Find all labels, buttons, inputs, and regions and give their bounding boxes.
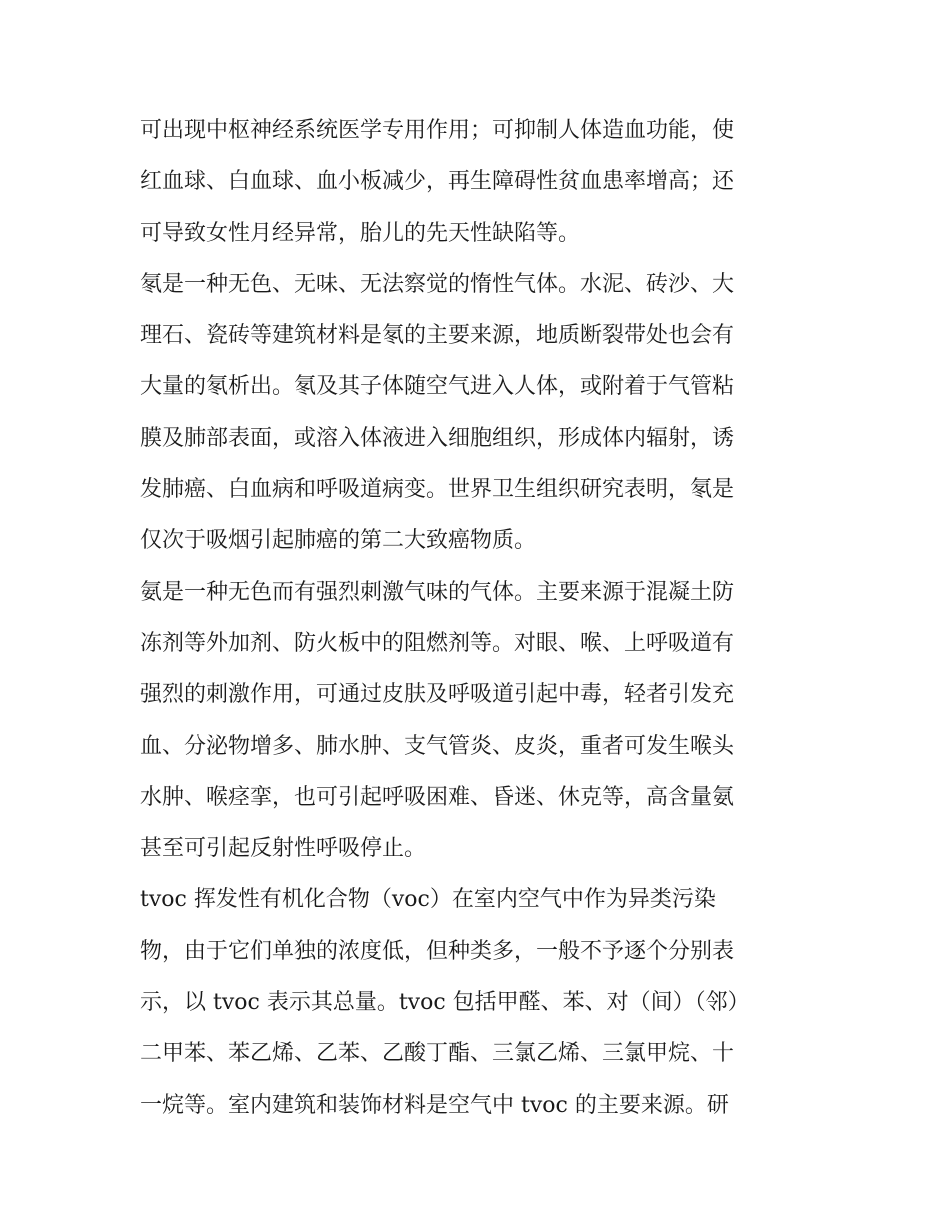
text-line: 血、分泌物增多、肺水肿、支气管炎、皮炎，重者可发生喉头 <box>140 733 735 759</box>
text-line: 氨是一种无色而有强烈刺激气味的气体。主要来源于混凝土防 <box>140 579 735 605</box>
text-line: 大量的氡析出。氡及其子体随空气进入人体，或附着于气管粘 <box>140 374 735 400</box>
body-text <box>140 105 812 1131</box>
text-line: 红血球、白血球、血小板减少，再生障碍性贫血患率增高；还 <box>140 169 735 195</box>
text-line: 二甲苯、苯乙烯、乙苯、乙酸丁酯、三氯乙烯、三氯甲烷、十 <box>140 1041 735 1067</box>
text-line: 甚至可引起反射性呼吸停止。 <box>140 836 427 862</box>
text-line: 可导致女性月经异常，胎儿的先天性缺陷等。 <box>140 220 581 246</box>
text-line: 示，以 tvoc 表示其总量。tvoc 包括甲醛、苯、对（间）（邻） <box>140 990 750 1016</box>
text-line: 膜及肺部表面，或溶入体液进入细胞组织，形成体内辐射，诱 <box>140 425 735 451</box>
text-line: 强烈的刺激作用，可通过皮肤及呼吸道引起中毒，轻者引发充 <box>140 682 735 708</box>
text-line: 一烷等。室内建筑和装饰材料是空气中 tvoc 的主要来源。研 <box>140 1092 729 1118</box>
text-line: 物，由于它们单独的浓度低，但种类多，一般不予逐个分别表 <box>140 938 735 964</box>
text-line: 可出现中枢神经系统医学专用作用；可抑制人体造血功能，使 <box>140 118 735 143</box>
text-line: 水肿、喉痉挛，也可引起呼吸困难、昏迷、休克等，高含量氨 <box>140 784 735 810</box>
text-line: tvoc 挥发性有机化合物（voc）在室内空气中作为异类污染 <box>140 887 716 913</box>
text-line: 发肺癌、白血病和呼吸道病变。世界卫生组织研究表明，氡是 <box>140 477 735 503</box>
text-line: 仅次于吸烟引起肺癌的第二大致癌物质。 <box>140 528 537 554</box>
text-line: 冻剂等外加剂、防火板中的阻燃剂等。对眼、喉、上呼吸道有 <box>140 630 735 656</box>
text-line: 氡是一种无色、无味、无法察觉的惰性气体。水泥、砖沙、大 <box>140 271 735 297</box>
text-line: 理石、瓷砖等建筑材料是氡的主要来源，地质断裂带处也会有 <box>140 323 735 349</box>
